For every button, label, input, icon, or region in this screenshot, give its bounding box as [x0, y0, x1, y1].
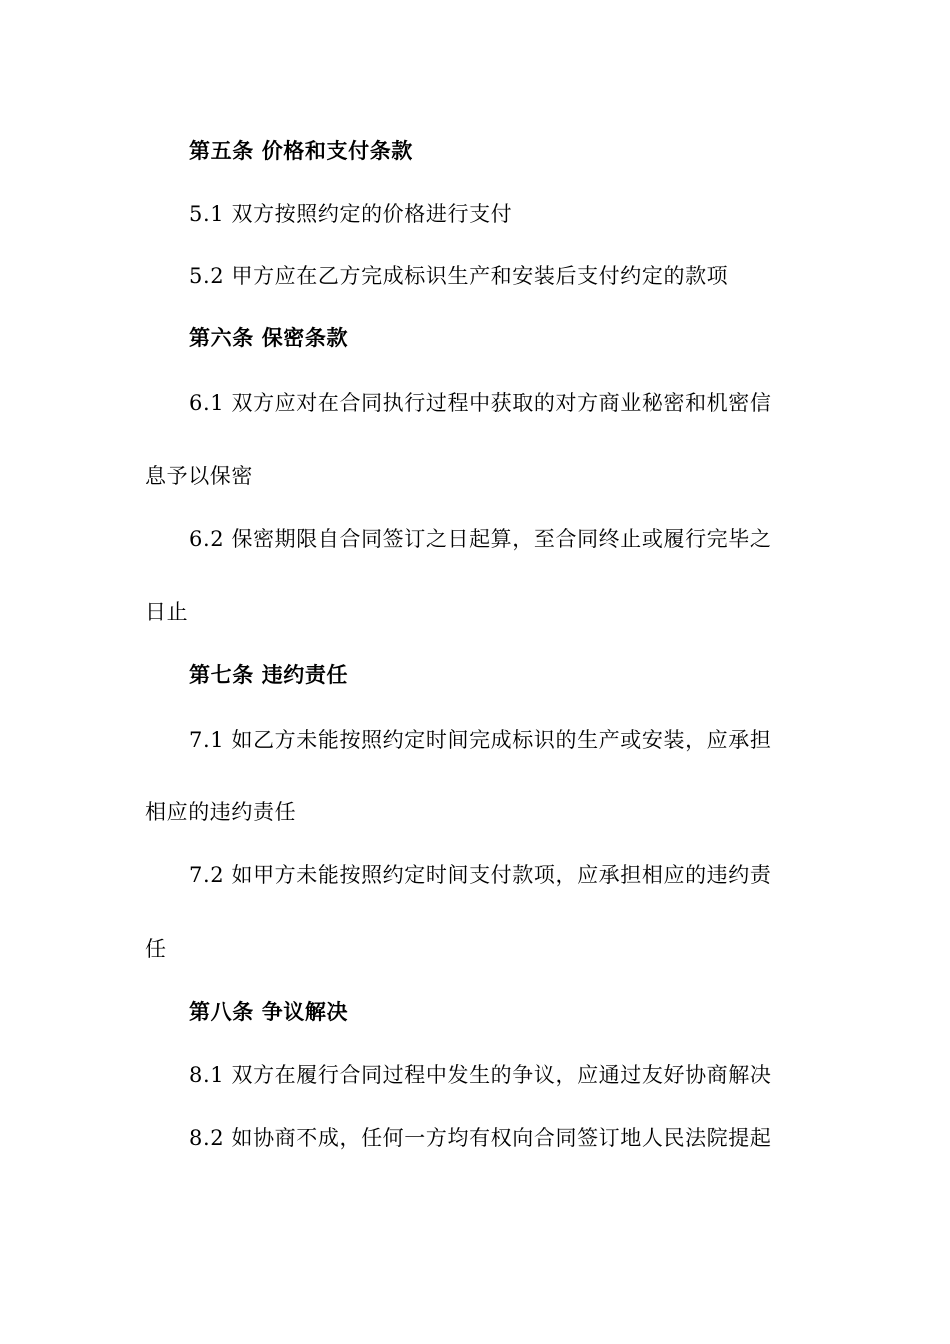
clause-7-2: 7.2 如甲方未能按照约定时间支付款项，应承担相应的违约责 — [189, 863, 772, 887]
clause-6-2: 6.2 保密期限自合同签订之日起算，至合同终止或履行完毕之 — [189, 527, 772, 551]
clause-8-2: 8.2 如协商不成，任何一方均有权向合同签订地人民法院提起 — [189, 1126, 772, 1150]
clause-7-1: 7.1 如乙方未能按照约定时间完成标识的生产或安装，应承担 — [189, 728, 772, 752]
clause-6-2-continuation: 日止 — [145, 600, 189, 624]
section-heading-5: 第五条 价格和支付条款 — [189, 138, 413, 163]
clause-7-1-continuation: 相应的违约责任 — [145, 800, 297, 824]
clause-7-2-continuation: 任 — [145, 937, 167, 961]
clause-5-1: 5.1 双方按照约定的价格进行支付 — [189, 202, 513, 226]
clause-8-1: 8.1 双方在履行合同过程中发生的争议，应通过友好协商解决 — [189, 1063, 772, 1087]
section-heading-7: 第七条 违约责任 — [189, 662, 349, 687]
clause-6-1-continuation: 息予以保密 — [145, 464, 253, 488]
clause-6-1: 6.1 双方应对在合同执行过程中获取的对方商业秘密和机密信 — [189, 391, 772, 415]
section-heading-8: 第八条 争议解决 — [189, 999, 349, 1024]
section-heading-6: 第六条 保密条款 — [189, 325, 349, 350]
clause-5-2: 5.2 甲方应在乙方完成标识生产和安装后支付约定的款项 — [189, 264, 729, 288]
